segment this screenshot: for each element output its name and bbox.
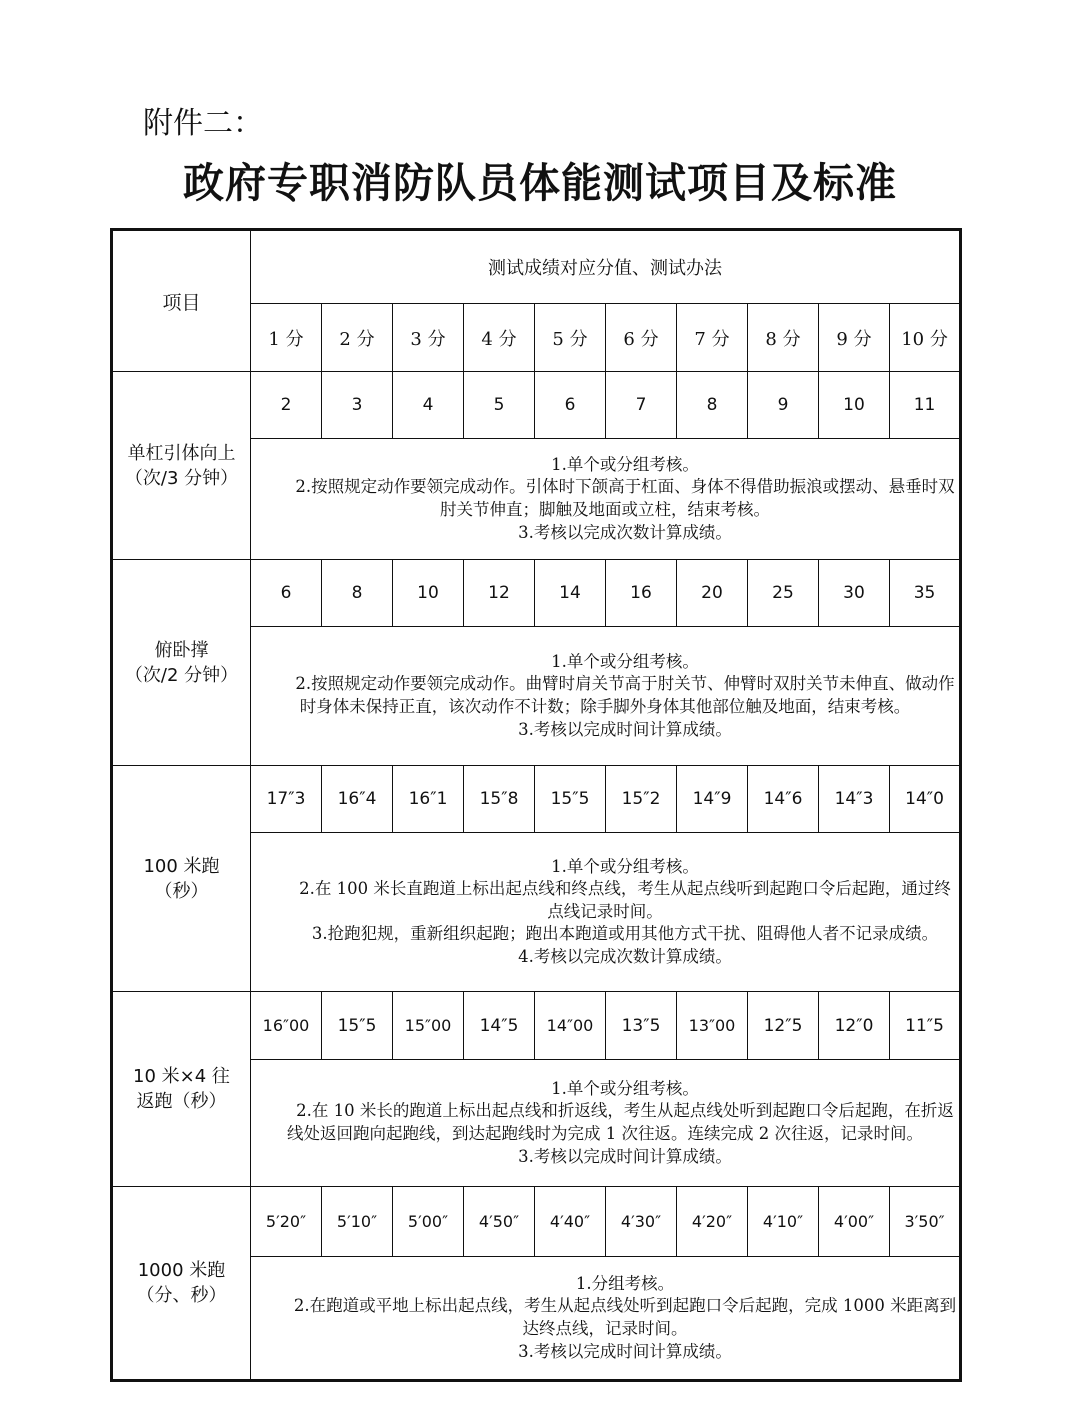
score-value: 2 — [251, 372, 322, 439]
method-line: 3.考核以完成时间计算成绩。 — [518, 1341, 732, 1361]
score-value: 15″8 — [464, 766, 535, 833]
item-name-line: 1000 米跑 — [137, 1260, 226, 1281]
points-cell: 4 分 — [464, 304, 535, 372]
score-value: 6 — [251, 560, 322, 627]
item-name-line: 俯卧撑 — [154, 639, 209, 661]
score-value: 30 — [819, 560, 890, 627]
item-name-line: （次/3 分钟） — [124, 467, 239, 489]
method-line: 2.按照规定动作要领完成动作。引体时下颌高于杠面、身体不得借助振浪或摆动、悬垂时双肘关节伸直；脚触及地面或立柱，结束考核。 — [295, 477, 955, 519]
item-name — [112, 560, 251, 766]
points-cell: 9 分 — [819, 304, 890, 372]
score-value: 16″4 — [322, 766, 393, 833]
score-value: 15″2 — [606, 766, 677, 833]
score-value: 4′10″ — [748, 1187, 819, 1257]
score-value: 3′50″ — [890, 1187, 961, 1257]
points-cell: 2 分 — [322, 304, 393, 372]
score-value: 17″3 — [251, 766, 322, 833]
method-line: 4.考核以完成次数计算成绩。 — [518, 946, 732, 966]
item-name — [112, 992, 251, 1187]
points-cell: 3 分 — [393, 304, 464, 372]
test-method — [251, 439, 961, 560]
score-value: 14 — [535, 560, 606, 627]
score-value: 14″00 — [535, 992, 606, 1060]
score-value: 3 — [322, 372, 393, 439]
test-method — [251, 1257, 961, 1381]
method-line: 2.在 10 米长的跑道上标出起点线和折返线，考生从起点线处听到起跑口令后起跑，在折返线处返回跑向起跑线，到达起跑线时为完成 1 次往返。连续完成 2 次往返，记录时间。 — [287, 1101, 954, 1143]
score-value: 13″00 — [677, 992, 748, 1060]
score-value: 4′30″ — [606, 1187, 677, 1257]
score-value: 4′00″ — [819, 1187, 890, 1257]
item-name-line: 100 米跑 — [143, 855, 220, 877]
score-value: 7 — [606, 372, 677, 439]
test-method — [251, 833, 961, 992]
score-value: 8 — [677, 372, 748, 439]
score-value: 5 — [464, 372, 535, 439]
score-value: 8 — [322, 560, 393, 627]
method-line: 1.单个或分组考核。 — [551, 1078, 699, 1098]
score-value: 14″3 — [819, 766, 890, 833]
score-value: 12″0 — [819, 992, 890, 1060]
item-row — [112, 766, 961, 992]
standards-table — [110, 228, 962, 1382]
item-name-line: （次/2 分钟） — [124, 664, 239, 686]
item-name-line: （分、秒） — [136, 1285, 227, 1306]
method-line: 1.单个或分组考核。 — [551, 856, 699, 876]
method-line: 1.单个或分组考核。 — [551, 454, 699, 474]
score-value: 14″9 — [677, 766, 748, 833]
points-cell: 7 分 — [677, 304, 748, 372]
score-value: 16″00 — [251, 992, 322, 1060]
score-value: 4′40″ — [535, 1187, 606, 1257]
method-line: 1.分组考核。 — [575, 1273, 675, 1293]
method-line: 3.抢跑犯规，重新组织起跑；跑出本跑道或用其他方式干扰、阻碍他人者不记录成绩。 — [311, 924, 939, 944]
score-value: 4 — [393, 372, 464, 439]
item-name-line: 返跑（秒） — [136, 1091, 227, 1112]
page-title: 政府专职消防队员体能测试项目及标准 — [183, 159, 897, 207]
points-cell: 10 分 — [890, 304, 961, 372]
score-value: 16 — [606, 560, 677, 627]
score-value: 15″00 — [393, 992, 464, 1060]
item-name — [112, 766, 251, 992]
score-value: 35 — [890, 560, 961, 627]
score-value: 12″5 — [748, 992, 819, 1060]
method-line: 2.在 100 米长直跑道上标出起点线和终点线，考生从起点线听到起跑口令后起跑，通过终点线记录时间。 — [299, 879, 951, 921]
score-value: 10 — [819, 372, 890, 439]
method-line: 2.在跑道或平地上标出起点线，考生从起点线处听到起跑口令后起跑，完成 1000 米距离到达终点线，记录时间。 — [293, 1296, 957, 1338]
score-value: 4′50″ — [464, 1187, 535, 1257]
item-row — [112, 560, 961, 766]
item-row — [112, 1187, 961, 1381]
test-method — [251, 1060, 961, 1187]
item-name-line: 单杠引体向上 — [127, 442, 236, 464]
score-value: 14″5 — [464, 992, 535, 1060]
attachment-label: 附件二： — [143, 106, 263, 141]
method-line: 1.单个或分组考核。 — [551, 651, 699, 671]
item-header: 项目 — [112, 230, 251, 372]
points-cell: 8 分 — [748, 304, 819, 372]
score-value: 25 — [748, 560, 819, 627]
score-value: 14″6 — [748, 766, 819, 833]
points-cell: 1 分 — [251, 304, 322, 372]
item-row — [112, 992, 961, 1187]
score-value: 11″5 — [890, 992, 961, 1060]
score-value: 15″5 — [322, 992, 393, 1060]
item-name-line: 10 米×4 往 — [133, 1066, 230, 1087]
score-value: 10 — [393, 560, 464, 627]
score-value: 5′00″ — [393, 1187, 464, 1257]
item-name-line: （秒） — [154, 880, 209, 902]
score-value: 16″1 — [393, 766, 464, 833]
points-cell: 6 分 — [606, 304, 677, 372]
points-cell: 5 分 — [535, 304, 606, 372]
score-value: 5′10″ — [322, 1187, 393, 1257]
score-value: 11 — [890, 372, 961, 439]
score-value: 14″0 — [890, 766, 961, 833]
item-row — [112, 372, 961, 560]
method-line: 3.考核以完成时间计算成绩。 — [518, 1146, 732, 1166]
score-value: 9 — [748, 372, 819, 439]
item-name — [112, 372, 251, 560]
method-line: 2.按照规定动作要领完成动作。曲臂时肩关节高于肘关节、伸臂时双肘关节未伸直、做动作时身体未保持正直，该次动作不计数；除手脚外身体其他部位触及地面，结束考核。 — [295, 674, 955, 716]
test-method — [251, 627, 961, 766]
score-value: 5′20″ — [251, 1187, 322, 1257]
score-value: 15″5 — [535, 766, 606, 833]
score-value: 20 — [677, 560, 748, 627]
method-line: 3.考核以完成时间计算成绩。 — [518, 719, 732, 739]
method-line: 3.考核以完成次数计算成绩。 — [518, 522, 732, 542]
score-value: 13″5 — [606, 992, 677, 1060]
item-name — [112, 1187, 251, 1381]
score-value: 12 — [464, 560, 535, 627]
score-value: 4′20″ — [677, 1187, 748, 1257]
method-header: 测试成绩对应分值、测试办法 — [251, 230, 961, 304]
score-value: 6 — [535, 372, 606, 439]
